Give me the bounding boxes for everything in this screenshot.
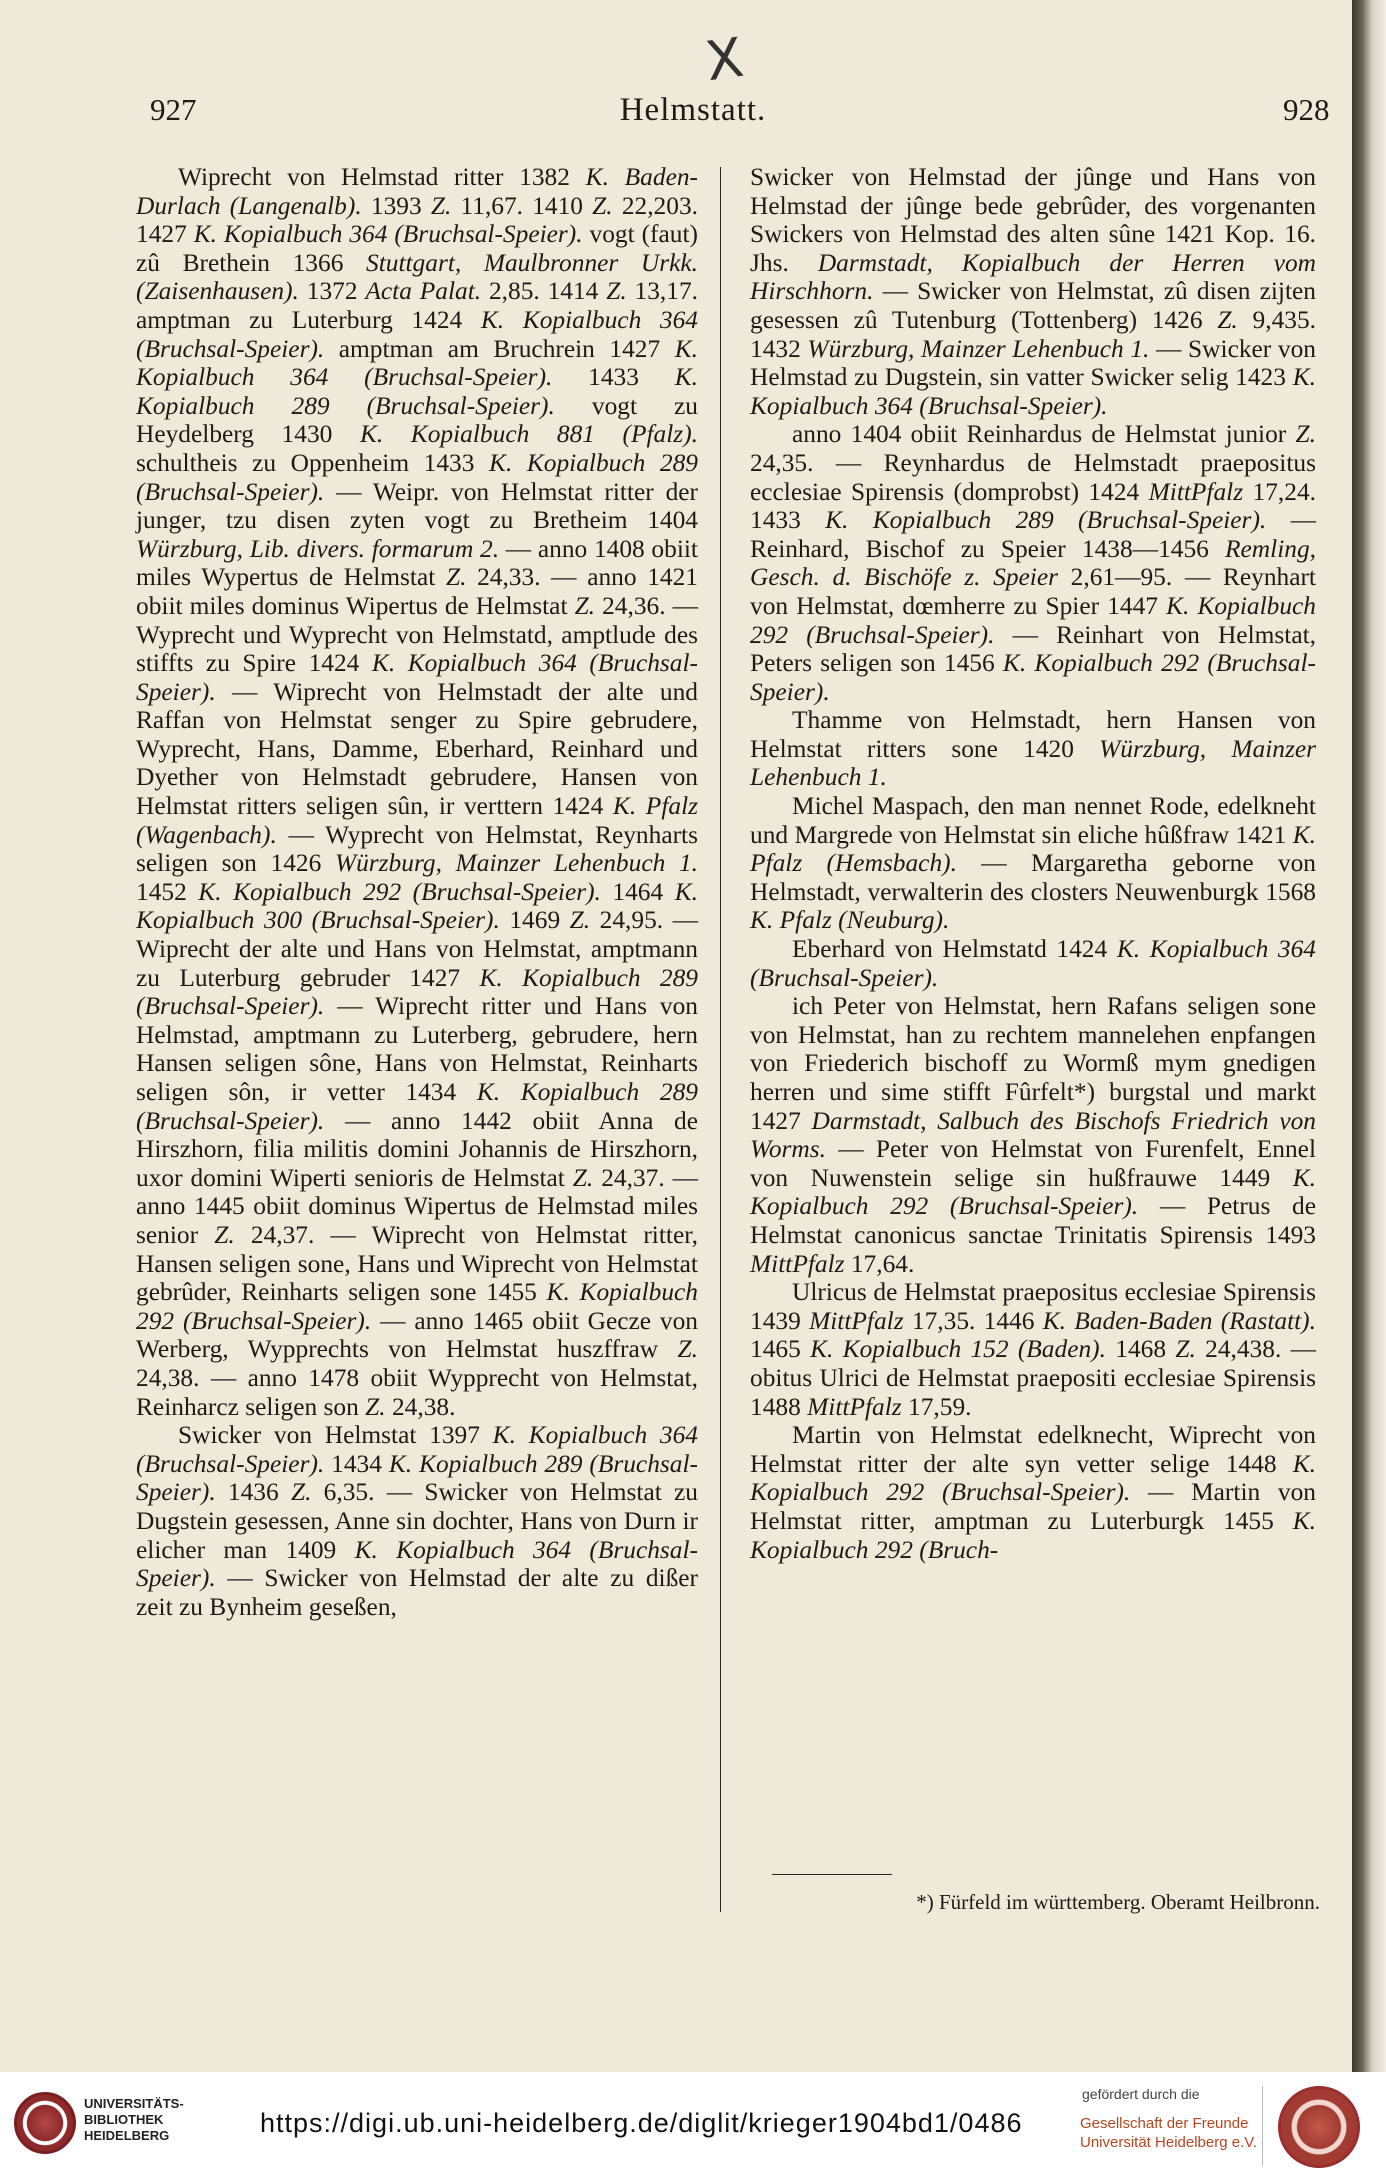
citation-text: K. Pfalz (Hemsbach). bbox=[750, 820, 1316, 878]
body-text: Ulricus de Helmstat praepositus ecclesiae Spirensis 1439 bbox=[750, 1278, 1316, 1335]
body-text: Swicker von Helmstad der jûnge und Hans von Helmstad der jûnge bede gebrûder, des vorgenanten Swickers von Helmstad des alten sûne 1421 Kop. 16. Jhs. bbox=[750, 163, 1316, 277]
citation-text: Würzburg, Lib. divers. formarum 2. bbox=[136, 534, 500, 563]
citation-text: K. Kopialbuch 364 (Bruchsal-Speier). bbox=[136, 305, 698, 363]
body-text: 24,37. — anno 1445 obiit dominus Wipertus de Helmstad miles senior bbox=[136, 1163, 699, 1249]
citation-text: K. Kopialbuch 364 (Bruchsal-Speier). bbox=[136, 1535, 698, 1593]
paragraph bbox=[136, 163, 698, 1421]
citation-text: K. Kopialbuch 292 (Bruchsal-Speier). bbox=[750, 649, 1316, 706]
citation-text: K. Kopialbuch 364 (Bruchsal-Speier). bbox=[136, 649, 698, 706]
citation-text: MittPfalz bbox=[807, 1392, 902, 1421]
sponsor-name-line: Universität Heidelberg e.V. bbox=[1080, 2134, 1258, 2151]
body-text: Eberhard von Helmstatd 1424 bbox=[792, 935, 1117, 964]
citation-text: K. Kopialbuch 289 (Bruchsal-Speier). bbox=[136, 363, 698, 420]
body-text: 24,38. — anno 1478 obiit Wypprecht von Helmstat, Reinharcz seligen son bbox=[136, 1363, 698, 1421]
citation-text: Z. bbox=[592, 191, 613, 220]
page-edge bbox=[1352, 0, 1386, 2072]
citation-text: K. Kopialbuch 364 (Bruchsal-Speier). bbox=[750, 363, 1316, 420]
body-text: 24,438. — obitus Ulrici de Helmstat praepositi ecclesiae Spirensis 1488 bbox=[750, 1335, 1316, 1421]
citation-text: K. Kopialbuch 364 (Bruchsal-Speier). bbox=[136, 1421, 698, 1478]
citation-text: Z. bbox=[1295, 420, 1316, 449]
page-number-left: 927 bbox=[150, 92, 197, 127]
library-name-line: HEIDELBERG bbox=[84, 2128, 170, 2143]
body-text: — Wyprecht von Helmstat, Reynharts seligen son 1426 bbox=[136, 820, 698, 878]
paragraph bbox=[136, 1421, 698, 1621]
body-text: 17,59. bbox=[901, 1392, 972, 1421]
citation-text: Z. bbox=[677, 1335, 698, 1364]
citation-text: K. Kopialbuch 364 (Bruchsal-Speier). bbox=[193, 220, 583, 249]
citation-text: K. Kopialbuch 292 (Bruchsal-Speier). bbox=[750, 591, 1316, 649]
body-text: — Reinhart von Helmstat, Peters seligen son 1456 bbox=[750, 620, 1316, 678]
body-text: 1434 bbox=[324, 1449, 389, 1478]
citation-text: Würzburg, Mainzer Lehenbuch 1. bbox=[750, 734, 1316, 792]
footnote-rule bbox=[772, 1874, 892, 1875]
library-name-line: UNIVERSITÄTS- bbox=[84, 2096, 184, 2111]
body-text: 1452 bbox=[136, 877, 199, 906]
citation-text: K. Kopialbuch 292 (Bruchsal-Speier). bbox=[750, 1163, 1316, 1221]
body-text: — anno 1442 obiit Anna de Hirszhorn, filia militis domini Johannis de Hirszhorn, uxor domini Wiperti senioris de Helmstat bbox=[136, 1106, 698, 1192]
library-name bbox=[84, 2096, 184, 2144]
citation-text: Würzburg, Mainzer Lehenbuch 1. bbox=[334, 849, 698, 878]
body-text: 24,36. — Wyprecht und Wyprecht von Helmstatd, amptlude des stiffts zu Spire 1424 bbox=[136, 591, 698, 678]
citation-text: MittPfalz bbox=[750, 1249, 845, 1278]
citation-text: Z. bbox=[1175, 1335, 1196, 1364]
body-text: 1464 bbox=[600, 877, 675, 906]
paragraph bbox=[750, 1421, 1316, 1564]
citation-text: K. Kopialbuch 152 (Baden). bbox=[810, 1335, 1106, 1364]
body-text: 1436 bbox=[215, 1478, 291, 1507]
citation-text: Darmstadt, Kopialbuch der Herren vom Hirschhorn. bbox=[750, 248, 1316, 306]
body-text: schultheis zu Oppenheim 1433 bbox=[136, 448, 490, 477]
body-text: — anno 1408 obiit miles Wypertus de Helmstat bbox=[136, 534, 698, 592]
citation-text: MittPfalz bbox=[1148, 477, 1244, 506]
body-text: — Swicker von Helmstat, zû disen zijten gesessen zû Tutenburg (Tottenberg) 1426 bbox=[750, 277, 1316, 334]
sponsor-label: gefördert durch die bbox=[1082, 2086, 1200, 2102]
citation-text: Z. bbox=[290, 1478, 312, 1507]
body-text: anno 1404 obiit Reinhardus de Helmstat junior bbox=[792, 420, 1296, 449]
page-number-right: 928 bbox=[1283, 92, 1330, 127]
running-header: Helmstatt. bbox=[619, 92, 767, 128]
body-text: 24,37. — Wiprecht von Helmstat ritter, Hansen seligen sone, Hans und Wiprecht von Helmstat gebrûder, Reinharts seligen sone 1455 bbox=[136, 1220, 698, 1307]
citation-text: K. Kopialbuch 289 (Bruchsal-Speier). bbox=[136, 963, 698, 1021]
citation-text: K. Kopialbuch 292 (Bruch- bbox=[750, 1506, 1316, 1564]
body-text: — Swicker von Helmstad zu Dugstein, sin vatter Swicker selig 1423 bbox=[750, 334, 1316, 392]
citation-text: Z. bbox=[445, 563, 467, 592]
body-text: 2,85. 1414 bbox=[481, 277, 607, 306]
body-text: 2,61—95. — Reynhart von Helmstat, dœmherre zu Spier 1447 bbox=[750, 563, 1316, 620]
footnote: *) Fürfeld im württemberg. Oberamt Heilbronn. bbox=[916, 1890, 1320, 1914]
body-text: ich Peter von Helmstat, hern Rafans seligen sone von Helmstat, han zu rechtem mannelehen enpfangen von Friederich bischoff zu Wormß mym gnedigen herren und sime stifft Fûrfelt*) burgstal und markt 1427 bbox=[750, 992, 1316, 1135]
citation-text: K. Kopialbuch 364 (Bruchsal-Speier). bbox=[136, 334, 698, 392]
body-text: 11,67. 1410 bbox=[451, 191, 593, 220]
body-text: 24,38. bbox=[385, 1392, 456, 1421]
citation-text: Würzburg, Mainzer Lehenbuch 1. bbox=[807, 334, 1150, 363]
body-text: — Weipr. von Helmstat ritter der junger, tzu disen zyten vogt zu Bretheim 1404 bbox=[136, 477, 698, 535]
body-text: 1393 bbox=[361, 191, 431, 220]
body-text: Swicker von Helmstat 1397 bbox=[178, 1421, 493, 1450]
body-text: 13,17. amptman zu Luterburg 1424 bbox=[136, 277, 699, 334]
body-text: — Wiprecht von Helmstadt der alte und Raffan von Helmstat senger zu Spire gebrudere, Wyprecht, Hans, Damme, Eberhard, Reinhard und Dyether von Helmstadt gebrudere, Hansen von Helmstat ritters seligen sûn, ir verttern 1424 bbox=[136, 677, 698, 821]
body-text: 24,33. — anno 1421 obiit miles dominus Wipertus de Helmstat bbox=[136, 563, 698, 620]
body-text: 9,435. 1432 bbox=[750, 305, 1316, 363]
citation-text: Acta Palat. bbox=[365, 277, 482, 306]
citation-text: K. Kopialbuch 292 (Bruchsal-Speier). bbox=[136, 1278, 698, 1335]
citation-text: K. Baden-Baden (Rastatt). bbox=[1042, 1306, 1316, 1335]
body-text: 6,35. — Swicker von Helmstat zu Dugstein gesessen, Anne sin dochter, Hans von Durn ir elicher man 1409 bbox=[136, 1478, 698, 1564]
body-text: — Wiprecht ritter und Hans von Helmstad, amptmann zu Luterberg, gebrudere, hern Hansen seligen sône, Hans von Helmstat, Reinharts seligen sôn, ir vetter 1434 bbox=[136, 992, 698, 1106]
footer-separator bbox=[1262, 2086, 1263, 2166]
citation-text: K. Kopialbuch 881 (Pfalz). bbox=[359, 420, 698, 449]
citation-text: Z. bbox=[574, 591, 596, 620]
citation-text: K. Kopialbuch 289 (Bruchsal-Speier). bbox=[136, 1449, 698, 1507]
citation-text: Z. bbox=[569, 906, 591, 935]
right-column bbox=[750, 163, 1316, 1564]
column-divider bbox=[720, 167, 721, 1912]
body-text: 1469 bbox=[499, 906, 570, 935]
library-name-line: BIBLIOTHEK bbox=[84, 2112, 164, 2127]
body-text: Martin von Helmstat edelknecht, Wiprecht von Helmstat ritter der alte syn vetter selige 1448 bbox=[750, 1421, 1316, 1478]
body-text: 1433 bbox=[552, 363, 675, 392]
body-text: Michel Maspach, den man nennet Rode, edelkneht und Margrede von Helmstat sin eliche hûßfraw 1421 bbox=[750, 792, 1316, 849]
citation-text: Z. bbox=[572, 1163, 594, 1192]
body-text: 1465 bbox=[750, 1335, 811, 1364]
citation-text: Z. bbox=[1217, 305, 1238, 334]
body-text: 17,35. 1446 bbox=[903, 1306, 1043, 1335]
body-text: vogt (faut) zû Brethein 1366 bbox=[136, 220, 698, 277]
citation-text: K. Kopialbuch 289 (Bruchsal-Speier). bbox=[825, 506, 1267, 535]
body-text: — Margaretha geborne von Helmstadt, verwalterin des closters Neuwenburgk 1568 bbox=[750, 849, 1316, 906]
left-column bbox=[136, 163, 698, 1621]
body-text: 1468 bbox=[1105, 1335, 1176, 1364]
body-text: — Peter von Helmstat von Furenfelt, Ennel von Nuwenstein selige sin hußfrauwe 1449 bbox=[750, 1135, 1316, 1192]
society-seal-icon bbox=[1278, 2086, 1360, 2168]
body-text: — Petrus de Helmstat canonicus sanctae Trinitatis Spirensis 1493 bbox=[750, 1192, 1316, 1249]
pencil-mark: X bbox=[701, 25, 748, 94]
permalink-url[interactable]: https://digi.ub.uni-heidelberg.de/diglit/krieger1904bd1/0486 bbox=[260, 2108, 1023, 2138]
body-text: 22,203. 1427 bbox=[136, 191, 698, 249]
body-text: amptman am Bruchrein 1427 bbox=[324, 334, 675, 363]
citation-text: K. Kopialbuch 292 (Bruchsal-Speier). bbox=[198, 877, 601, 906]
body-text: — Martin von Helmstat ritter, amptman zu Luterburgk 1455 bbox=[750, 1478, 1316, 1535]
paragraph bbox=[750, 992, 1316, 1278]
paragraph bbox=[750, 1278, 1316, 1421]
body-text: Thamme von Helmstadt, hern Hansen von Helmstat ritters sone 1420 bbox=[750, 706, 1316, 763]
citation-text: K. Kopialbuch 300 (Bruchsal-Speier). bbox=[136, 877, 698, 935]
citation-text: Z. bbox=[214, 1220, 235, 1249]
citation-text: K. Kopialbuch 364 (Bruchsal-Speier). bbox=[750, 935, 1316, 992]
citation-text: Darmstadt, Salbuch des Bischofs Friedrich von Worms. bbox=[750, 1106, 1316, 1164]
paragraph bbox=[750, 163, 1316, 420]
body-text: 24,35. — Reynhardus de Helmstadt praepositus ecclesiae Spirensis (domprobst) 1424 bbox=[750, 448, 1316, 506]
citation-text: K. Kopialbuch 289 (Bruchsal-Speier). bbox=[136, 1078, 698, 1135]
university-seal-icon bbox=[14, 2092, 76, 2154]
citation-text: K. Kopialbuch 292 (Bruchsal-Speier). bbox=[750, 1449, 1316, 1507]
citation-text: K. Pfalz (Wagenbach). bbox=[136, 792, 699, 849]
body-text: — Reinhard, Bischof zu Speier 1438—1456 bbox=[750, 506, 1316, 563]
body-text: 17,64. bbox=[844, 1249, 915, 1278]
citation-text: K. Pfalz (Neuburg). bbox=[750, 906, 950, 935]
sponsor-name[interactable] bbox=[1080, 2114, 1257, 2152]
body-text: vogt zu Heydelberg 1430 bbox=[136, 391, 698, 449]
citation-text: Z. bbox=[430, 191, 452, 220]
paragraph bbox=[750, 792, 1316, 935]
paragraph bbox=[750, 420, 1316, 706]
viewer-footer bbox=[0, 2072, 1386, 2178]
citation-text: Stuttgart, Maulbronner Urkk. (Zaisenhausen). bbox=[136, 248, 699, 306]
body-text: Wiprecht von Helmstad ritter 1382 bbox=[178, 163, 586, 191]
paragraph bbox=[750, 706, 1316, 792]
body-text: 17,24. 1433 bbox=[750, 477, 1316, 535]
body-text: — Swicker von Helmstad der alte zu dißer zeit zu Bynheim geseßen, bbox=[136, 1564, 698, 1621]
body-text: 1372 bbox=[298, 277, 366, 306]
body-text: — anno 1465 obiit Gecze von Werberg, Wypprechts von Helmstat huszffraw bbox=[136, 1306, 698, 1364]
citation-text: MittPfalz bbox=[809, 1306, 904, 1335]
citation-text: K. Kopialbuch 289 (Bruchsal-Speier). bbox=[136, 448, 698, 506]
citation-text: Z. bbox=[606, 277, 627, 306]
paragraph bbox=[750, 935, 1316, 992]
citation-text: Z. bbox=[365, 1392, 386, 1421]
body-text: 24,95. — Wiprecht der alte und Hans von Helmstat, amptmann zu Luterburg gebruder 1427 bbox=[136, 906, 699, 992]
citation-text: K. Baden-Durlach (Langenalb). bbox=[136, 163, 698, 220]
sponsor-name-line: Gesellschaft der Freunde bbox=[1080, 2115, 1249, 2132]
citation-text: Remling, Gesch. d. Bischöfe z. Speier bbox=[750, 534, 1316, 592]
